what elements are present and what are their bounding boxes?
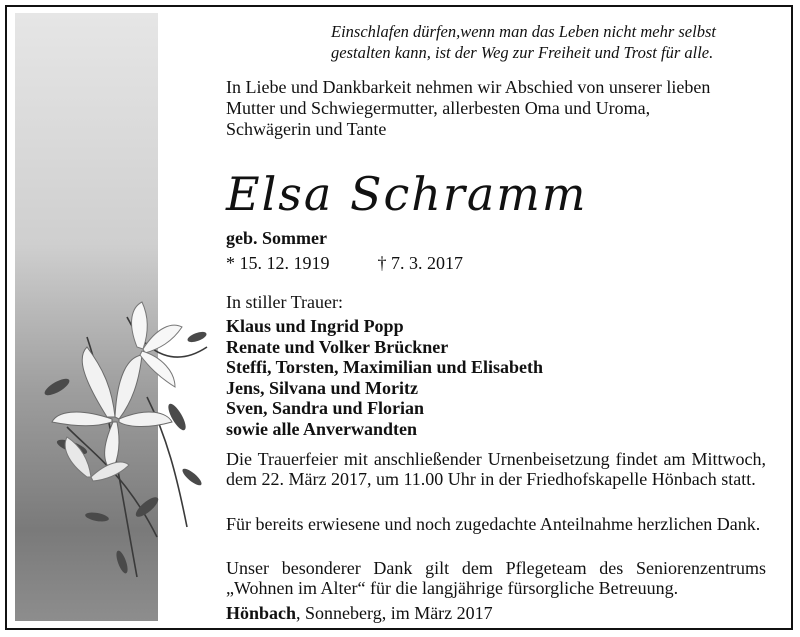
place-date [226,603,493,624]
mourning-label: In stiller Trauer: [226,292,343,312]
place-town: Hönbach [226,603,297,623]
list-item: Sven, Sandra und Florian [226,398,425,418]
deceased-name: Elsa Schramm [226,167,588,221]
motto-line: gestalten kann, ist der Weg zur Freiheit und Trost für alle. [331,43,714,62]
motto-line: Einschlafen dürfen,wenn man das Leben nicht mehr selbst [331,22,716,41]
mourners-list [226,316,543,439]
place-rest: , Sonneberg, im März 2017 [296,603,493,623]
obituary-frame [5,5,793,630]
birth-date: * 15. 12. 1919 [226,253,330,273]
list-item: sowie alle Anverwandten [226,418,417,439]
intro-line: Mutter und Schwiegermutter, allerbesten Oma und Uroma, [226,98,651,118]
thanks-note: Für bereits erwiesene und noch zugedachte Anteilnahme herzlichen Dank. [226,514,761,534]
motto-quote [331,21,751,63]
intro-line: Schwägerin und Tante [226,119,387,139]
list-item: Jens, Silvana und Moritz [226,377,419,398]
lily-flower-icon [27,277,217,587]
list-item: Klaus und Ingrid Popp [226,316,404,336]
life-dates [226,253,463,274]
intro-line: In Liebe und Dankbarkeit nehmen wir Abschied von unserer lieben [226,77,711,97]
special-thanks: Unser besonderer Dank gilt dem Pflegeteam des Seniorenzentrums „Wohnen im Alter“ für die langjährige fürsorgliche Betreuung. [226,558,766,598]
death-date: † 7. 3. 2017 [377,253,463,273]
list-item: Steffi, Torsten, Maximilian und Elisabeth [226,357,544,377]
intro-text [226,77,766,140]
list-item: Renate und Volker Brückner [226,336,449,357]
birth-name: geb. Sommer [226,228,327,248]
funeral-info: Die Trauerfeier mit anschließender Urnenbeisetzung findet am Mittwoch, dem 22. März 2017, um 11.00 Uhr in der Friedhofskapelle Hönbach statt. [226,449,766,489]
